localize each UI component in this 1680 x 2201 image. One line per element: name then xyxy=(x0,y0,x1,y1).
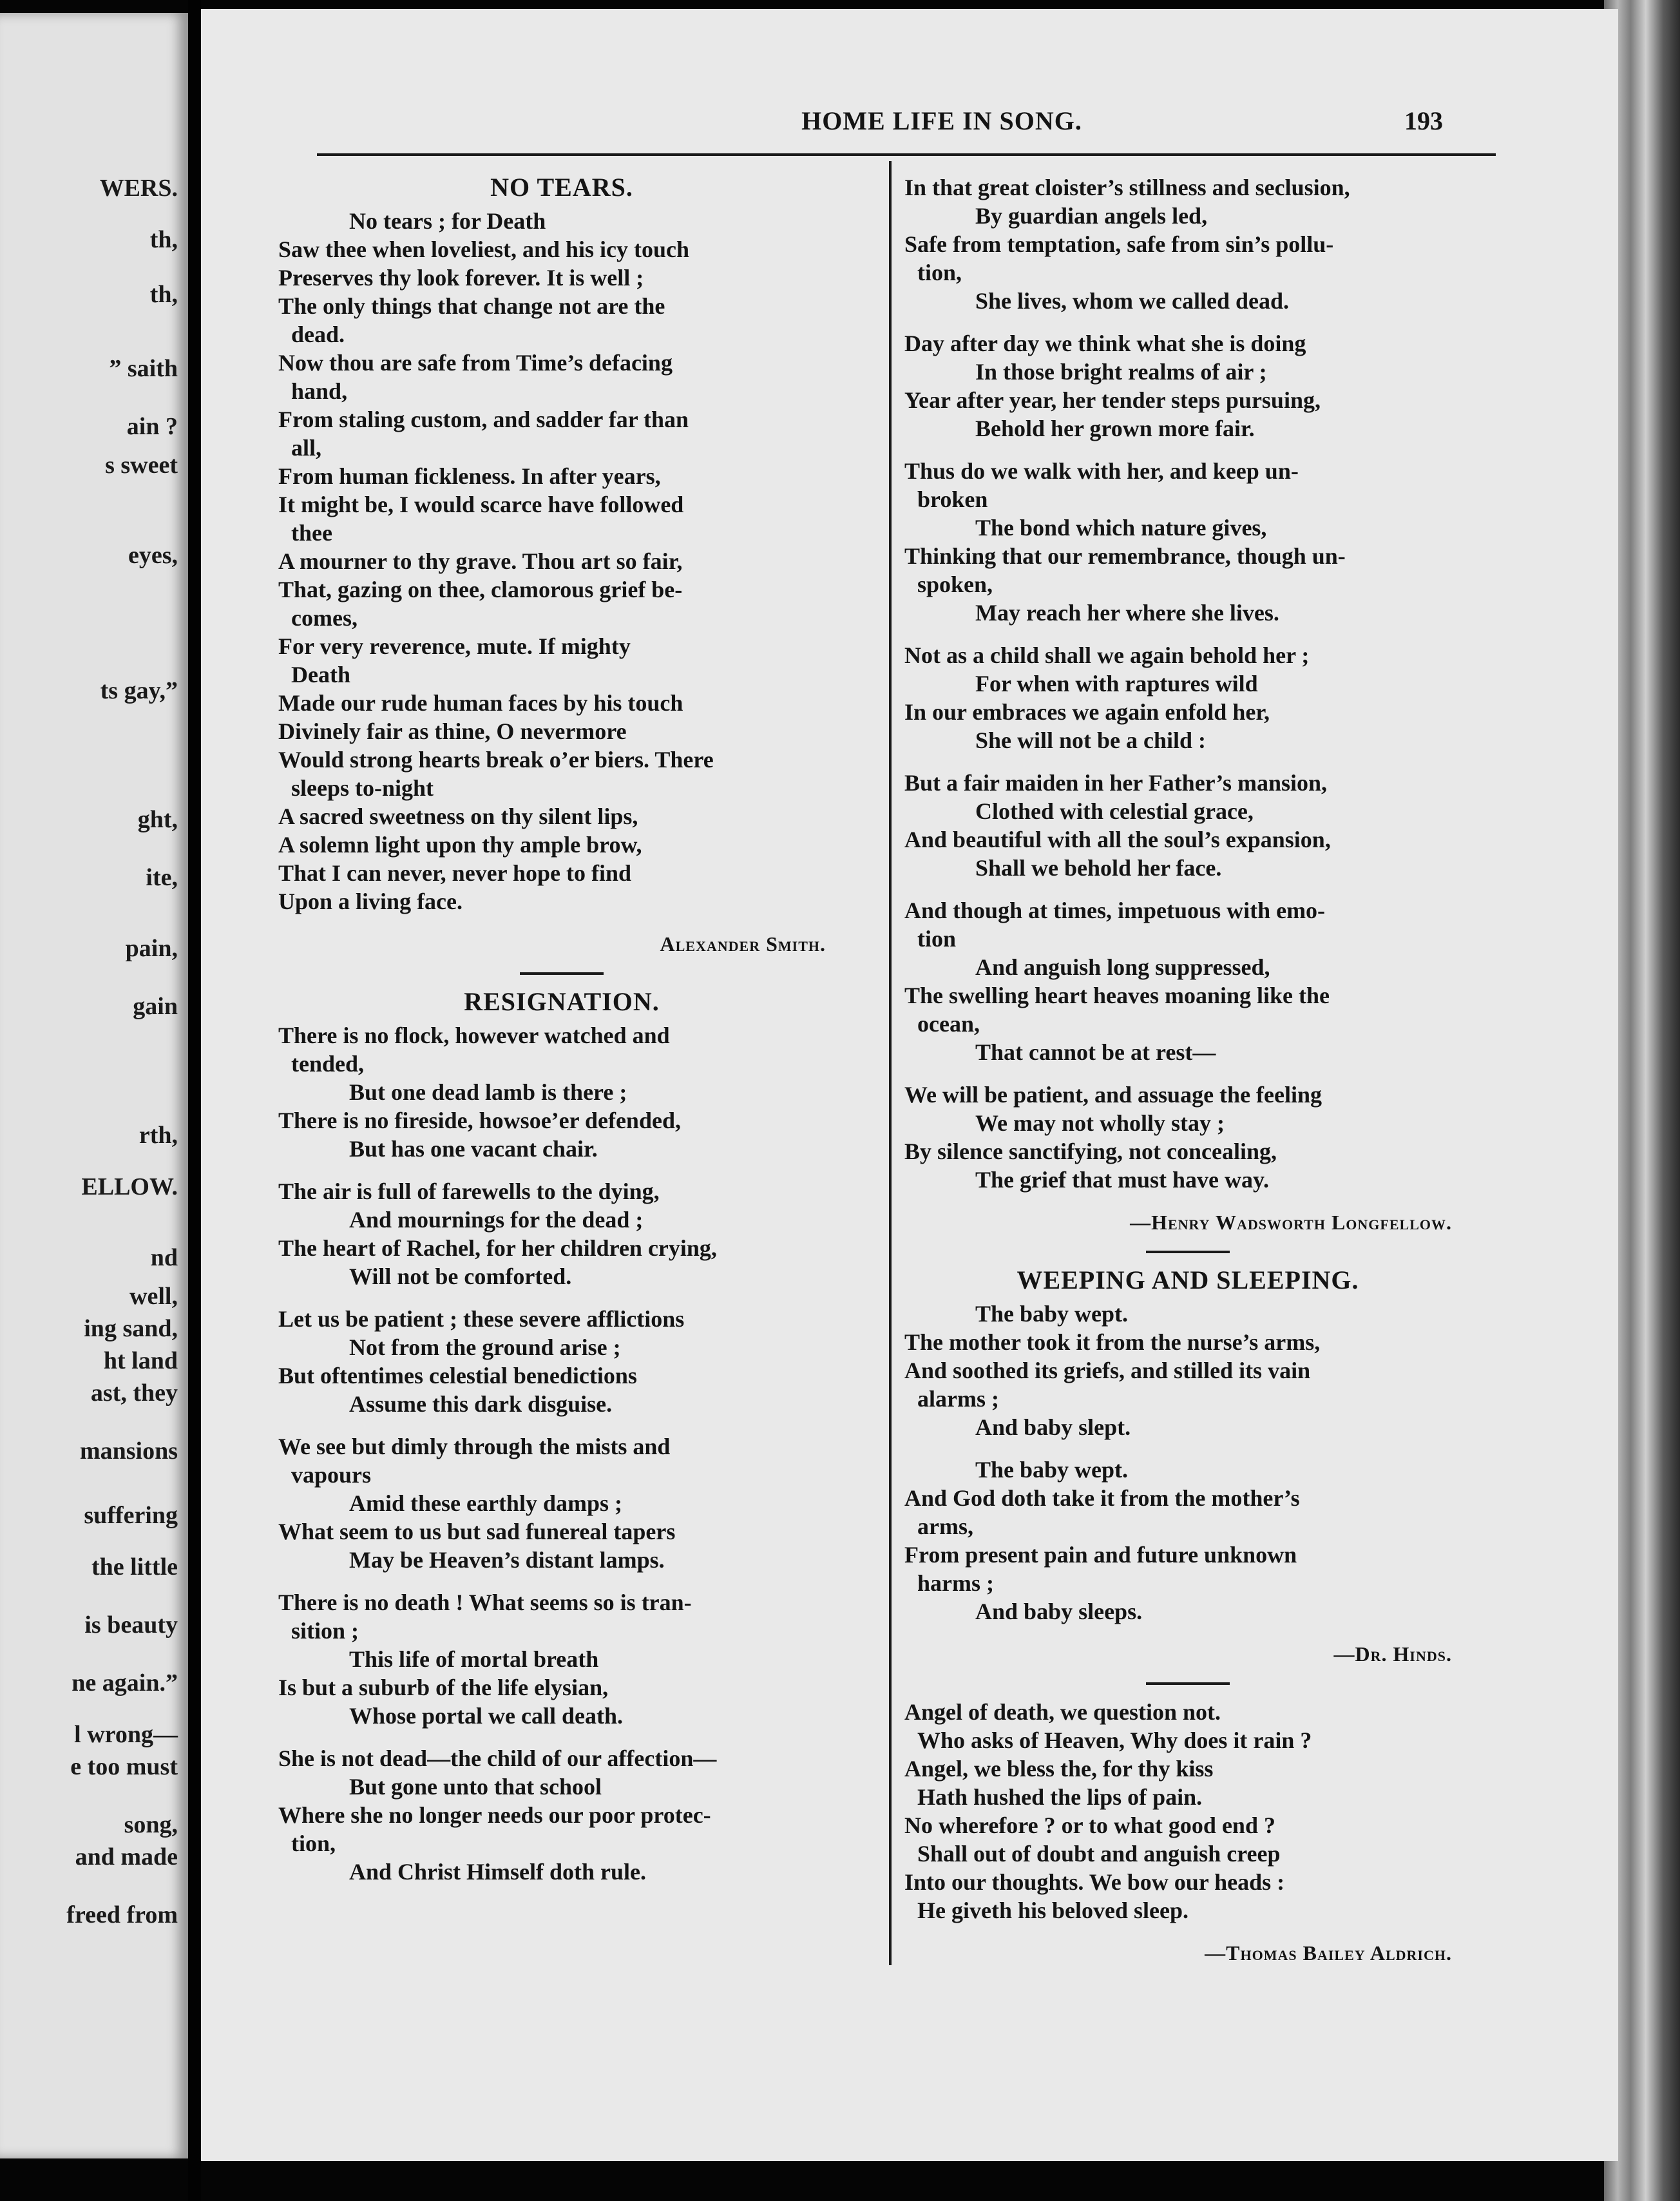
poem-line: No wherefore ? or to what good end ? xyxy=(904,1812,1275,1838)
poem-line: But has one vacant chair. xyxy=(349,1136,598,1162)
poem-line: A mourner to thy grave. Thou art so fair, xyxy=(278,548,683,574)
poem-line: That, gazing on thee, clamorous grief be- xyxy=(278,577,683,602)
poem-line: What seem to us but sad funereal tapers xyxy=(278,1519,676,1544)
poem-line: dead. xyxy=(291,322,345,347)
poem-line: Angel of death, we question not. xyxy=(904,1699,1221,1725)
stanza xyxy=(904,769,1471,882)
stanza xyxy=(904,1081,1471,1194)
section-divider xyxy=(1146,1251,1230,1253)
poem-line: We see but dimly through the mists and xyxy=(278,1434,671,1459)
poem-line: vapours xyxy=(291,1462,372,1488)
poem-line: Clothed with celestial grace, xyxy=(975,798,1254,824)
poem-line: Saw thee when loveliest, and his icy touch xyxy=(278,236,690,262)
poem-line: A solemn light upon thy ample brow, xyxy=(278,832,642,858)
poem-line: harms ; xyxy=(917,1570,994,1596)
poem-line: For very reverence, mute. If mighty xyxy=(278,633,631,659)
poem-line: Will not be comforted. xyxy=(349,1264,572,1289)
running-title: HOME LIFE IN SONG. xyxy=(801,106,1082,135)
poem-line: tended, xyxy=(291,1051,365,1077)
facing-page-fragment: th, xyxy=(149,226,178,253)
stanza xyxy=(278,1305,845,1418)
poem-line: The air is full of farewells to the dying, xyxy=(278,1178,660,1204)
stanza xyxy=(278,1744,845,1886)
poem-line: This life of mortal breath xyxy=(349,1646,599,1672)
poem-line: We may not wholly stay ; xyxy=(975,1110,1225,1136)
poem-line: The baby wept. xyxy=(975,1457,1129,1483)
poem-line: Thinking that our remembrance, though un- xyxy=(904,543,1346,569)
poem-line: Where she no longer needs our poor protec- xyxy=(278,1802,711,1828)
poem-line: The baby wept. xyxy=(975,1301,1129,1327)
poem-title: WEEPING AND SLEEPING. xyxy=(1017,1265,1359,1294)
stanza xyxy=(278,1177,845,1291)
section-divider xyxy=(1146,1682,1230,1685)
poem-line: The grief that must have way. xyxy=(975,1167,1269,1193)
facing-page-fragment: ts gay,” xyxy=(100,677,178,704)
poem xyxy=(278,173,845,958)
poem-line: tion, xyxy=(291,1831,336,1856)
poem-line: By guardian angels led, xyxy=(975,203,1208,229)
poem-line: Death xyxy=(291,662,350,687)
poem-line: The swelling heart heaves moaning like the xyxy=(904,983,1330,1008)
poem-title: NO TEARS. xyxy=(490,173,633,202)
facing-page-fragment: ELLOW. xyxy=(81,1173,178,1200)
stanza xyxy=(278,207,845,916)
facing-page-strip xyxy=(0,13,188,2158)
poem-line: And God doth take it from the mother’s xyxy=(904,1485,1300,1511)
stanza xyxy=(278,1021,845,1163)
section-divider xyxy=(520,972,604,975)
facing-page-fragment: is beauty xyxy=(84,1611,178,1639)
poem-line: That cannot be at rest— xyxy=(975,1039,1216,1065)
poem-line: Not as a child shall we again behold her ; xyxy=(904,642,1310,668)
facing-page-fragment: song, xyxy=(124,1811,178,1838)
poem-line: Year after year, her tender steps pursuing, xyxy=(904,387,1321,413)
poem-line: From staling custom, and sadder far than xyxy=(278,407,689,432)
facing-page-fragment: l wrong— xyxy=(74,1721,178,1748)
poem-line: Divinely fair as thine, O nevermore xyxy=(278,718,627,744)
poem-line: That I can never, never hope to find xyxy=(278,860,632,886)
poem xyxy=(904,1266,1471,1668)
poem-line: But oftentimes celestial benedictions xyxy=(278,1363,637,1389)
stanza xyxy=(904,1456,1471,1626)
poem-line: And baby sleeps. xyxy=(975,1599,1143,1624)
facing-page-fragment: e too must xyxy=(70,1753,178,1780)
poem-line: spoken, xyxy=(917,572,993,597)
poem-line: Who asks of Heaven, Why does it rain ? xyxy=(917,1727,1312,1753)
running-head xyxy=(201,106,1618,151)
stanza xyxy=(904,1300,1471,1441)
poem-line: comes, xyxy=(291,605,358,631)
poem-line: Upon a living face. xyxy=(278,889,463,914)
facing-page-fragment: ght, xyxy=(137,806,178,833)
poem xyxy=(278,988,845,1886)
book-page xyxy=(201,9,1618,2161)
page-number: 193 xyxy=(1404,106,1443,135)
poem-line: Not from the ground arise ; xyxy=(349,1334,621,1360)
stanza xyxy=(904,641,1471,754)
book-gutter xyxy=(188,0,201,2201)
poem xyxy=(904,173,1471,1236)
poem-line: The heart of Rachel, for her children crying, xyxy=(278,1235,717,1261)
poem-line: By silence sanctifying, not concealing, xyxy=(904,1139,1277,1164)
facing-page-fragment: well, xyxy=(129,1283,178,1310)
poem-line: But one dead lamb is there ; xyxy=(349,1079,627,1105)
poem-line: Thus do we walk with her, and keep un- xyxy=(904,458,1299,484)
poem-line: He giveth his beloved sleep. xyxy=(917,1898,1188,1923)
poem-line: tion, xyxy=(917,260,962,285)
poem-line: In that great cloister’s stillness and seclusion, xyxy=(904,175,1350,200)
poem-line: all, xyxy=(291,435,322,461)
poem-title: RESIGNATION. xyxy=(464,987,660,1016)
poem-line: May reach her where she lives. xyxy=(975,600,1279,626)
poem-line: There is no fireside, howsoe’er defended, xyxy=(278,1108,681,1133)
poem-line: Amid these earthly damps ; xyxy=(349,1490,622,1516)
stanza xyxy=(278,1588,845,1730)
poem-line: Into our thoughts. We bow our heads : xyxy=(904,1869,1285,1895)
facing-page-fragment: eyes, xyxy=(128,542,178,569)
poem-author: —Thomas Bailey Aldrich. xyxy=(1205,1941,1452,1965)
facing-page-fragment: gain xyxy=(133,993,178,1020)
facing-page-fragment: pain, xyxy=(125,935,178,962)
poem-line: She is not dead—the child of our affection— xyxy=(278,1745,717,1771)
poem-line: sition ; xyxy=(291,1618,359,1644)
poem-line: The bond which nature gives, xyxy=(975,515,1267,541)
facing-page-fragment: ain ? xyxy=(126,413,178,440)
right-column xyxy=(904,173,1471,1976)
poem-line: Is but a suburb of the life elysian, xyxy=(278,1675,609,1700)
facing-page-fragment: freed from xyxy=(66,1901,178,1928)
stanza xyxy=(904,896,1471,1066)
poem-line: There is no death ! What seems so is tran- xyxy=(278,1590,692,1615)
poem-line: She lives, whom we called dead. xyxy=(975,288,1290,314)
facing-page-fragment: nd xyxy=(150,1244,178,1271)
poem-line: alarms ; xyxy=(917,1386,999,1412)
poem-line: broken xyxy=(917,486,988,512)
stanza xyxy=(278,1432,845,1574)
stanza xyxy=(904,329,1471,443)
poem-line: She will not be a child : xyxy=(975,727,1207,753)
poem-author: —Dr. Hinds. xyxy=(1333,1642,1452,1666)
poem-line: But a fair maiden in her Father’s mansion, xyxy=(904,770,1328,796)
stanza xyxy=(904,1698,1471,1925)
facing-page-fragment: WERS. xyxy=(99,175,178,202)
poem-line: And baby slept. xyxy=(975,1414,1131,1440)
poem-line: From present pain and future unknown xyxy=(904,1542,1297,1568)
facing-page-fragment: mansions xyxy=(79,1437,178,1465)
stanza xyxy=(904,457,1471,627)
poem-line: Assume this dark disguise. xyxy=(349,1391,613,1417)
poem-line: The mother took it from the nurse’s arms, xyxy=(904,1329,1321,1355)
poem-line: Made our rude human faces by his touch xyxy=(278,690,683,716)
poem-line: Let us be patient ; these severe afflictions xyxy=(278,1306,685,1332)
poem xyxy=(904,1698,1471,1967)
poem-line: hand, xyxy=(291,378,348,404)
poem-line: But gone unto that school xyxy=(349,1774,602,1800)
poem-line: May be Heaven’s distant lamps. xyxy=(349,1547,665,1573)
poem-line: In those bright realms of air ; xyxy=(975,359,1267,385)
facing-page-fragment: ast, they xyxy=(90,1379,178,1407)
poem-line: Shall out of doubt and anguish creep xyxy=(917,1841,1281,1867)
poem-line: From human fickleness. In after years, xyxy=(278,463,661,489)
column-divider xyxy=(889,161,892,1965)
stanza xyxy=(904,173,1471,315)
facing-page-fragment: th, xyxy=(149,281,178,308)
facing-page-fragment: s sweet xyxy=(105,452,178,479)
poem-line: Day after day we think what she is doing xyxy=(904,331,1306,356)
poem-line: For when with raptures wild xyxy=(975,671,1258,697)
poem-line: tion xyxy=(917,926,957,952)
poem-line: arms, xyxy=(917,1514,973,1539)
poem-line: The only things that change not are the xyxy=(278,293,665,319)
poem-line: And anguish long suppressed, xyxy=(975,954,1270,980)
facing-page-fragment: ing sand, xyxy=(84,1315,178,1342)
poem-line: And mournings for the dead ; xyxy=(349,1207,644,1233)
poem-line: Now thou are safe from Time’s defacing xyxy=(278,350,673,376)
poem-line: Hath hushed the lips of pain. xyxy=(917,1784,1203,1810)
facing-page-fragment: ” saith xyxy=(109,355,178,382)
facing-page-fragment: ht land xyxy=(103,1347,178,1374)
facing-page-fragment: the little xyxy=(91,1553,178,1581)
facing-page-fragment: ne again.” xyxy=(72,1669,178,1696)
poem-line: Shall we behold her face. xyxy=(975,855,1222,881)
poem-line: Behold her grown more fair. xyxy=(975,416,1255,441)
poem-line: Whose portal we call death. xyxy=(349,1703,623,1729)
poem-line: thee xyxy=(291,520,332,546)
facing-page-fragment: rth, xyxy=(138,1122,178,1149)
poem-line: And Christ Himself doth rule. xyxy=(349,1859,647,1885)
poem-line: Angel, we bless the, for thy kiss xyxy=(904,1756,1214,1782)
poem-line: sleeps to-night xyxy=(291,775,434,801)
poem-line: In our embraces we again enfold her, xyxy=(904,699,1270,725)
poem-line: ocean, xyxy=(917,1011,980,1037)
poem-line: And though at times, impetuous with emo- xyxy=(904,898,1326,923)
poem-line: We will be patient, and assuage the feeling xyxy=(904,1082,1322,1108)
left-column xyxy=(278,173,845,1900)
facing-page-fragment: suffering xyxy=(84,1502,178,1529)
poem-line: It might be, I would scarce have followed xyxy=(278,492,684,517)
header-rule xyxy=(317,153,1496,156)
poem-line: And soothed its griefs, and stilled its vain xyxy=(904,1358,1311,1383)
facing-page-fragment: ite, xyxy=(146,864,178,891)
poem-author: —Henry Wadsworth Longfellow. xyxy=(1130,1211,1452,1234)
poem-line: And beautiful with all the soul’s expansion, xyxy=(904,827,1331,852)
facing-page-fragment: and made xyxy=(75,1843,178,1870)
poem-line: There is no flock, however watched and xyxy=(278,1023,670,1048)
poem-line: Safe from temptation, safe from sin’s pollu- xyxy=(904,231,1334,257)
poem-line: A sacred sweetness on thy silent lips, xyxy=(278,803,638,829)
poem-line: Would strong hearts break o’er biers. There xyxy=(278,747,714,773)
poem-line: No tears ; for Death xyxy=(349,208,546,234)
poem-line: Preserves thy look forever. It is well ; xyxy=(278,265,644,291)
poem-author: Alexander Smith. xyxy=(660,932,826,956)
